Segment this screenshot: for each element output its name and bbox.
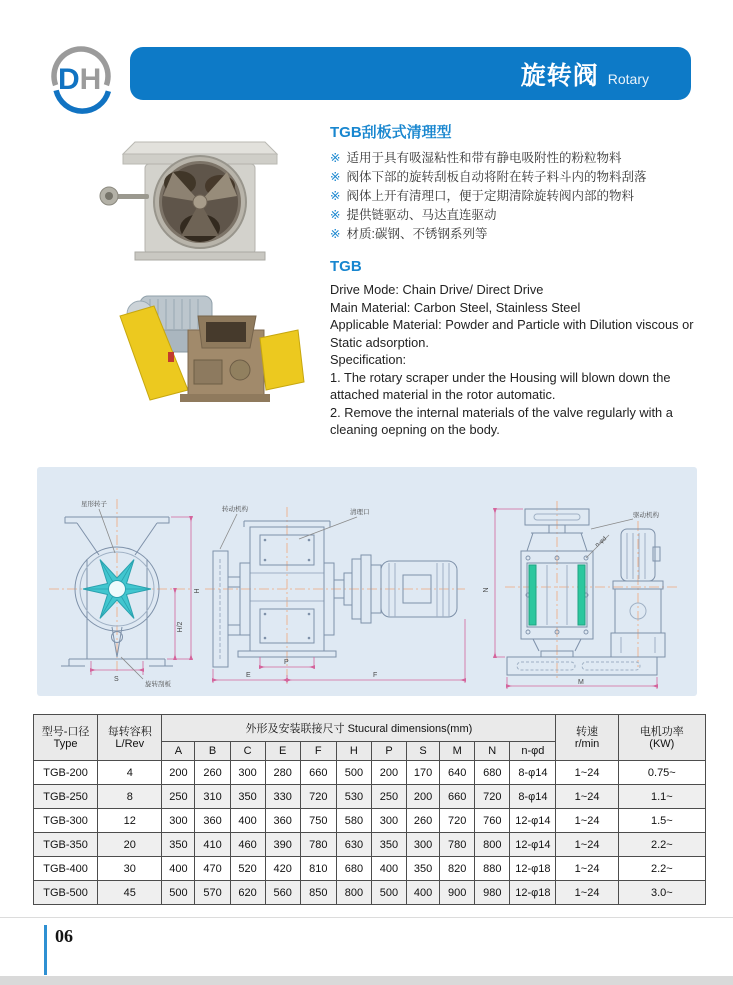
table-cell: 45 [98, 881, 162, 905]
table-cell: 8-φ14 [510, 761, 556, 785]
table-cell: 500 [162, 881, 195, 905]
table-cell: 880 [475, 857, 510, 881]
table-cell: 460 [230, 833, 265, 857]
table-row-TGB-400 [34, 857, 706, 881]
banner-subtitle: Rotary [607, 70, 649, 87]
col-header-dim-S: S [407, 742, 440, 761]
table-cell: 780 [300, 833, 336, 857]
table-cell: 640 [440, 761, 475, 785]
spec-line: 1. The rotary scraper under the Housing will blown down the attached material in the rotor automatic. [330, 369, 671, 402]
table-cell: 280 [265, 761, 300, 785]
cleaning-port-label: 清理口 [350, 509, 370, 516]
table-cell: 12 [98, 809, 162, 833]
table-cell: 12-φ18 [510, 881, 556, 905]
table-cell: 310 [195, 785, 230, 809]
table-cell: 1~24 [556, 761, 618, 785]
table-cell: 750 [300, 809, 336, 833]
scraper-label: 旋转刮板 [145, 681, 171, 688]
dim-f-label: F [373, 672, 378, 679]
front-view-drawing [49, 499, 191, 673]
table-cell: 760 [475, 809, 510, 833]
table-cell: 1~24 [556, 881, 618, 905]
side-view-drawing [205, 507, 465, 685]
col-header-dimensions: 外形及安装联接尺寸 Stucural dimensions(mm) [162, 715, 556, 742]
table-cell: 0.75~ [618, 761, 705, 785]
table-cell: 200 [407, 785, 440, 809]
table-cell: 260 [407, 809, 440, 833]
gear-mechanism-label: 转动机构 [222, 506, 248, 513]
col-header-dim-F: F [300, 742, 336, 761]
drive-mechanism-label: 驱动机构 [633, 512, 659, 519]
table-cell: 680 [336, 857, 371, 881]
table-cell: 1.1~ [618, 785, 705, 809]
table-cell: 170 [407, 761, 440, 785]
dim-bolt-label: n-φd [594, 535, 608, 549]
table-cell: 360 [265, 809, 300, 833]
bullet-marker: ※ [330, 227, 341, 241]
side-view-labels [222, 504, 377, 679]
dim-s-label: S [114, 676, 119, 683]
bullet-text: 适用于具有吸湿粘性和带有静电吸附性的粉粒物料 [346, 151, 622, 165]
table-cell: 630 [336, 833, 371, 857]
bullet-text: 材质:碳钢、不锈钢系列等 [346, 227, 488, 241]
seal-strip-left [529, 565, 536, 625]
bullet-text: 阀体上开有清理口，便于定期清除旋转阀内部的物料 [346, 189, 634, 203]
bullet-item [330, 206, 712, 225]
table-cell: 530 [336, 785, 371, 809]
bullet-marker: ※ [330, 170, 341, 184]
table-cell: 980 [475, 881, 510, 905]
bullet-text: 阀体下部的旋转刮板自动将附在转子料斗内的物料刮落 [346, 170, 647, 184]
table-cell: 400 [371, 857, 406, 881]
spec-line: Drive Mode: Chain Drive/ Direct Drive [330, 282, 544, 297]
dim-m-label: M [578, 679, 584, 686]
table-cell: 560 [265, 881, 300, 905]
banner-title: 旋转阀 [520, 61, 599, 90]
table-cell: 620 [230, 881, 265, 905]
table-cell: 660 [440, 785, 475, 809]
seal-strip-right [578, 565, 585, 625]
table-cell: 520 [230, 857, 265, 881]
col-header-volume: 每转容积 L/Rev [98, 715, 162, 761]
cn-bullet-list [330, 149, 712, 244]
table-cell: 580 [336, 809, 371, 833]
en-section-title: TGB [330, 258, 362, 275]
rotor-label: 星形转子 [81, 501, 107, 508]
table-cell: 350 [371, 833, 406, 857]
table-cell: TGB-250 [34, 785, 98, 809]
section-banner [130, 47, 691, 100]
table-row-TGB-250 [34, 785, 706, 809]
table-cell: 1~24 [556, 857, 618, 881]
col-header-dim-M: M [440, 742, 475, 761]
table-row-TGB-350 [34, 833, 706, 857]
table-cell: 420 [265, 857, 300, 881]
table-cell: 200 [162, 761, 195, 785]
table-cell: 8-φ14 [510, 785, 556, 809]
table-cell: 300 [371, 809, 406, 833]
table-cell: 12-φ14 [510, 833, 556, 857]
spec-line: Applicable Material: Powder and Particle with Dilution viscous or Static adsorption. [330, 317, 694, 350]
table-cell: 8 [98, 785, 162, 809]
table-cell: 350 [230, 785, 265, 809]
table-cell: 300 [407, 833, 440, 857]
bullet-text: 提供链驱动、马达直连驱动 [346, 208, 497, 222]
table-row-TGB-500 [34, 881, 706, 905]
bullet-marker: ※ [330, 151, 341, 165]
table-row-TGB-300 [34, 809, 706, 833]
table-cell: 500 [371, 881, 406, 905]
table-cell: 470 [195, 857, 230, 881]
table-cell: 400 [162, 857, 195, 881]
col-header-type: 型号-口径 Type [34, 715, 98, 761]
table-cell: 1.5~ [618, 809, 705, 833]
dim-h-label: H [194, 588, 201, 594]
col-header-dim-E: E [265, 742, 300, 761]
table-cell: TGB-500 [34, 881, 98, 905]
table-cell: 820 [440, 857, 475, 881]
technical-drawing-panel [37, 467, 697, 696]
bullet-item [330, 168, 712, 187]
table-cell: 260 [195, 761, 230, 785]
bullet-item [330, 187, 712, 206]
dim-h2-label: H/2 [177, 621, 184, 633]
table-cell: 400 [230, 809, 265, 833]
table-cell: 250 [162, 785, 195, 809]
drive-view-drawing [505, 501, 679, 681]
col-header-dim-A: A [162, 742, 195, 761]
spec-line: Specification: [330, 352, 407, 367]
col-header-dim-n-φd: n-φd [510, 742, 556, 761]
table-cell: 570 [195, 881, 230, 905]
table-cell: 900 [440, 881, 475, 905]
table-cell: TGB-400 [34, 857, 98, 881]
page-number: 06 [55, 926, 73, 946]
col-header-dim-B: B [195, 742, 230, 761]
table-cell: 30 [98, 857, 162, 881]
col-header-speed: 转速 r/min [556, 715, 618, 761]
logo-text: DH [58, 63, 102, 96]
table-cell: 500 [336, 761, 371, 785]
table-cell: 300 [162, 809, 195, 833]
table-cell: 390 [265, 833, 300, 857]
en-spec-lines [330, 281, 712, 439]
table-cell: 850 [300, 881, 336, 905]
table-cell: 720 [440, 809, 475, 833]
table-cell: 300 [230, 761, 265, 785]
col-header-dim-H: H [336, 742, 371, 761]
bullet-marker: ※ [330, 189, 341, 203]
table-cell: 1~24 [556, 833, 618, 857]
table-cell: 720 [475, 785, 510, 809]
table-cell: 12-φ14 [510, 809, 556, 833]
bullet-item [330, 149, 712, 168]
table-cell: 2.2~ [618, 833, 705, 857]
table-cell: TGB-350 [34, 833, 98, 857]
page-number-accent-bar [44, 925, 47, 975]
table-cell: 800 [475, 833, 510, 857]
table-cell: 2.2~ [618, 857, 705, 881]
table-cell: 3.0~ [618, 881, 705, 905]
front-view-labels [81, 499, 201, 688]
cn-section-title: TGB刮板式清理型 [330, 124, 452, 141]
table-cell: 800 [336, 881, 371, 905]
col-header-dim-C: C [230, 742, 265, 761]
product-photo-valve-drive [110, 290, 310, 408]
table-cell: 660 [300, 761, 336, 785]
table-cell: 12-φ18 [510, 857, 556, 881]
table-cell: 330 [265, 785, 300, 809]
col-header-dim-P: P [371, 742, 406, 761]
col-header-dim-N: N [475, 742, 510, 761]
spec-table [33, 714, 706, 905]
table-cell: 250 [371, 785, 406, 809]
table-cell: 400 [407, 881, 440, 905]
dim-n-label: N [483, 587, 490, 593]
table-cell: 1~24 [556, 809, 618, 833]
table-cell: 200 [371, 761, 406, 785]
description-column [330, 121, 712, 439]
table-cell: 1~24 [556, 785, 618, 809]
dim-e-label: E [246, 672, 251, 679]
spec-line: Main Material: Carbon Steel, Stainless Steel [330, 299, 581, 315]
table-cell: 20 [98, 833, 162, 857]
table-cell: 780 [440, 833, 475, 857]
table-cell: 680 [475, 761, 510, 785]
page-bottom-edge [0, 976, 733, 985]
table-cell: 350 [162, 833, 195, 857]
table-cell: 410 [195, 833, 230, 857]
table-cell: TGB-200 [34, 761, 98, 785]
table-cell: 360 [195, 809, 230, 833]
product-photo-valve-open [95, 138, 305, 268]
table-cell: 720 [300, 785, 336, 809]
dim-p-label: P [284, 659, 289, 666]
table-cell: 810 [300, 857, 336, 881]
bullet-item [330, 225, 712, 244]
table-cell: 4 [98, 761, 162, 785]
spec-line: 2. Remove the internal materials of the valve regularly with a cleaning oepning on the body. [330, 404, 673, 437]
bullet-marker: ※ [330, 208, 341, 222]
col-header-power: 电机功率 (KW) [618, 715, 705, 761]
table-cell: TGB-300 [34, 809, 98, 833]
dh-logo [44, 40, 122, 120]
table-row-TGB-200 [34, 761, 706, 785]
table-cell: 350 [407, 857, 440, 881]
footer-divider [0, 917, 733, 918]
dimension-drawing [37, 467, 697, 696]
